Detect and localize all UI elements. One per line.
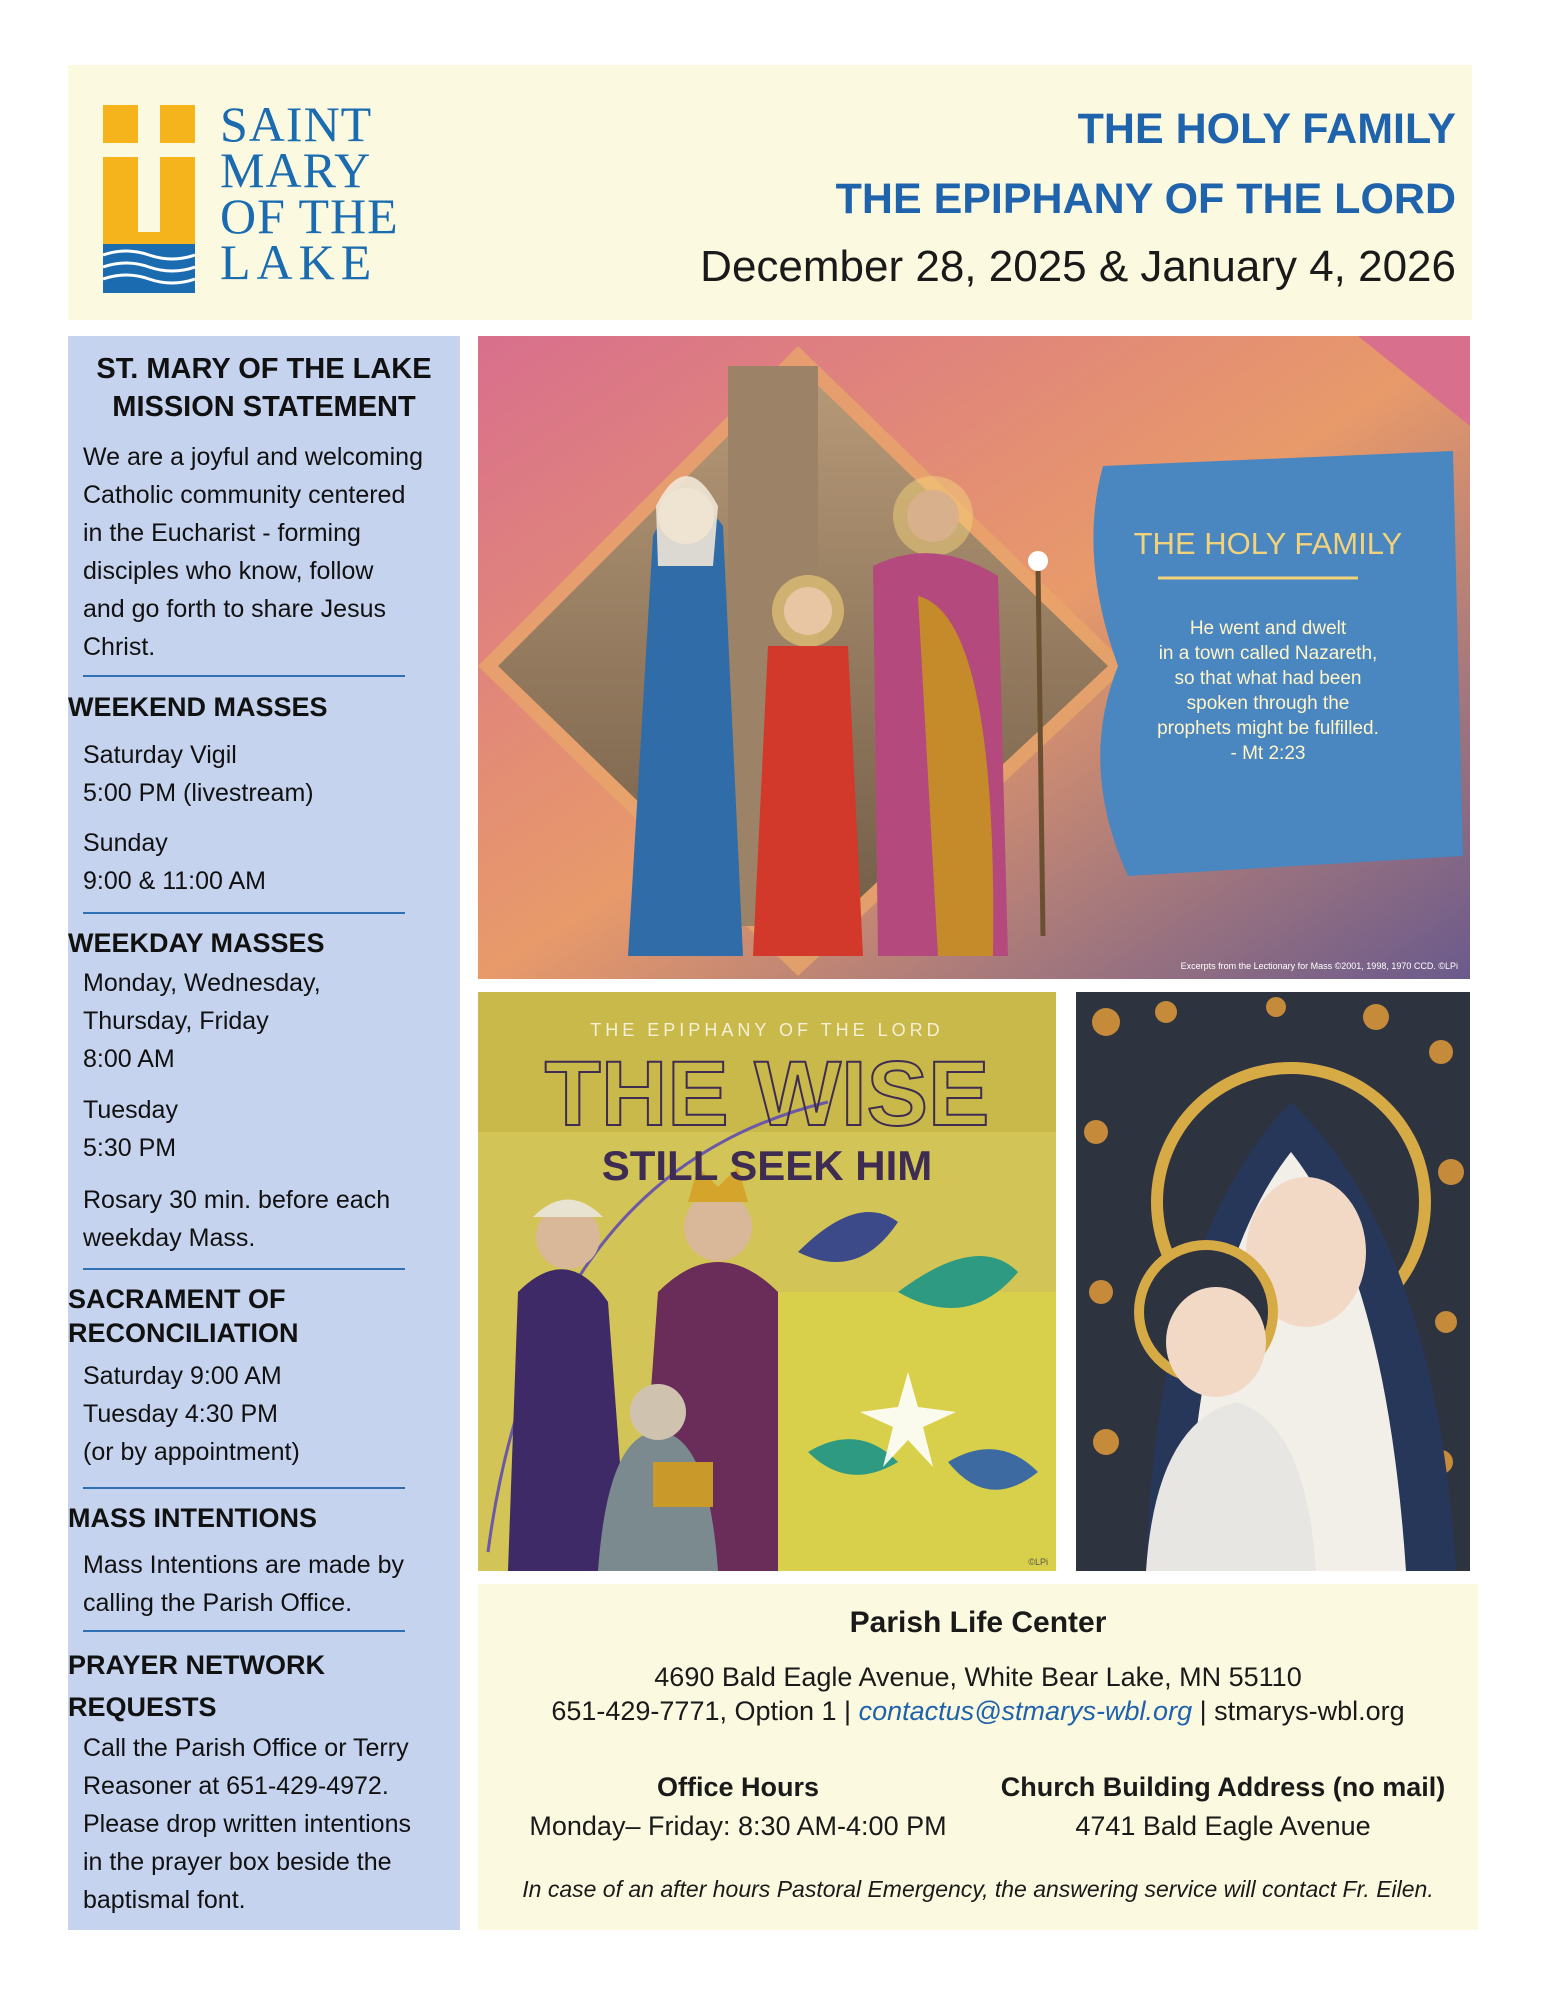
text-line: 8:00 AM: [83, 1045, 175, 1073]
holy-family-image: [478, 336, 1470, 979]
text-line: Rosary 30 min. before each: [83, 1186, 391, 1214]
reconciliation-times: [83, 1357, 300, 1471]
text-line: in the prayer box beside the: [83, 1848, 392, 1876]
weekend-masses-heading: WEEKEND MASSES: [68, 692, 328, 722]
heading-line: SACRAMENT OF: [68, 1284, 286, 1314]
parish-center-title: Parish Life Center: [849, 1606, 1107, 1639]
epiphany-headline: THE WISE: [544, 1043, 990, 1145]
mass-intentions-heading: MASS INTENTIONS: [68, 1503, 318, 1533]
text-line: calling the Parish Office.: [83, 1589, 353, 1617]
parish-center-contact: [478, 1696, 1478, 1727]
text-line: weekday Mass.: [83, 1224, 256, 1252]
text-line: Please drop written intentions: [83, 1810, 411, 1838]
holy-family-quote: [1108, 616, 1428, 766]
madonna-artwork: [1076, 992, 1470, 1571]
parish-center-address: 4690 Bald Eagle Avenue, White Bear Lake, MN 55110: [654, 1662, 1302, 1692]
quote-line: spoken through the: [1186, 693, 1350, 714]
separator: |: [1192, 1696, 1215, 1726]
text-line: Saturday 9:00 AM: [83, 1362, 282, 1390]
text-line: 5:30 PM: [83, 1134, 177, 1162]
quote-line: so that what had been: [1174, 668, 1362, 689]
heading-line: REQUESTS: [68, 1692, 217, 1722]
text-line: Saturday Vigil: [83, 741, 237, 769]
email-link[interactable]: contactus@stmarys-wbl.org: [858, 1696, 1193, 1726]
mission-line: in the Eucharist - forming: [83, 519, 361, 547]
sidebar: [68, 336, 460, 1930]
weekday-mwthf: [83, 964, 321, 1078]
title-holy-family: THE HOLY FAMILY: [1077, 105, 1456, 153]
text-line: Sunday: [83, 829, 168, 857]
office-hours-text: Monday– Friday: 8:30 AM-4:00 PM: [529, 1811, 947, 1841]
weekday-masses-heading: WEEKDAY MASSES: [68, 928, 325, 958]
epiphany-subhead: STILL SEEK HIM: [601, 1142, 933, 1189]
divider: [83, 1268, 405, 1270]
divider: [83, 675, 405, 677]
divider: [83, 1630, 405, 1632]
weekend-sunday: [83, 824, 266, 900]
text-line: baptismal font.: [83, 1886, 246, 1914]
bulletin-dates: December 28, 2025 & January 4, 2026: [700, 242, 1456, 291]
church-address-block: [978, 1772, 1468, 1842]
church-address-heading: Church Building Address (no mail): [1000, 1772, 1446, 1802]
mission-line: We are a joyful and welcoming: [83, 443, 423, 471]
mission-line: disciples who know, follow: [83, 557, 374, 585]
text-line: Call the Parish Office or Terry: [83, 1734, 409, 1762]
mission-statement: [83, 438, 458, 666]
parish-life-center-box: [478, 1584, 1478, 1930]
prayer-network-heading: [68, 1644, 325, 1728]
text-line: Tuesday 4:30 PM: [83, 1400, 279, 1428]
holy-family-credit: Excerpts from the Lectionary for Mass ©2001, 1998, 1970 CCD. ©LPi: [1180, 961, 1458, 971]
logo-line: LAKE: [220, 234, 378, 290]
quote-line: He went and dwelt: [1189, 618, 1347, 639]
text-line: Mass Intentions are made by: [83, 1551, 404, 1579]
mission-line: and go forth to share Jesus: [83, 595, 386, 623]
text-line: 9:00 & 11:00 AM: [83, 867, 266, 895]
title-epiphany: THE EPIPHANY OF THE LORD: [835, 175, 1456, 223]
text-line: Tuesday: [83, 1096, 178, 1124]
text-line: Thursday, Friday: [83, 1007, 269, 1035]
office-hours-heading: Office Hours: [656, 1772, 820, 1802]
separator: |: [836, 1696, 859, 1726]
prayer-network-text: [83, 1729, 411, 1919]
quote-line: in a town called Nazareth,: [1158, 643, 1378, 664]
madonna-and-child-image: [1076, 992, 1470, 1571]
heading-line: RECONCILIATION: [68, 1318, 299, 1348]
heading-line: PRAYER NETWORK: [68, 1650, 326, 1680]
parish-phone: 651-429-7771, Option 1: [551, 1696, 837, 1726]
epiphany-image: [478, 992, 1056, 1571]
mission-line: Christ.: [83, 633, 156, 661]
emergency-note: In case of an after hours Pastoral Emergency, the answering service will contact Fr. Eilen.: [522, 1876, 1434, 1902]
rosary-note: [83, 1181, 390, 1257]
parish-cross-logo-icon: [103, 105, 195, 293]
epiphany-kicker: THE EPIPHANY OF THE LORD: [590, 1020, 944, 1040]
logo-line: SAINT: [220, 96, 373, 152]
office-hours-block: [498, 1772, 978, 1842]
text-line: (or by appointment): [83, 1438, 300, 1466]
text-line: 5:00 PM (livestream): [83, 779, 314, 807]
epiphany-credit: ©LPi: [1028, 1557, 1048, 1567]
mission-heading: [68, 350, 460, 426]
header-banner: [68, 65, 1472, 320]
divider: [83, 1487, 405, 1489]
mission-heading-line: ST. MARY OF THE LAKE: [96, 353, 432, 385]
mission-heading-line: MISSION STATEMENT: [112, 391, 416, 423]
weekend-saturday: [83, 736, 314, 812]
quote-line: prophets might be fulfilled.: [1157, 718, 1379, 739]
website-link[interactable]: stmarys-wbl.org: [1214, 1696, 1405, 1726]
text-line: Reasoner at 651-429-4972.: [83, 1772, 389, 1800]
mass-intentions-text: [83, 1546, 404, 1622]
logo-wordmark: [220, 96, 420, 290]
holy-family-art-title: THE HOLY FAMILY: [1133, 526, 1403, 561]
divider: [83, 912, 405, 914]
logo-line: OF THE: [220, 188, 399, 244]
church-address-text: 4741 Bald Eagle Avenue: [1075, 1811, 1371, 1841]
mission-line: Catholic community centered: [83, 481, 406, 509]
logo-line: MARY: [220, 142, 372, 198]
quote-line: - Mt 2:23: [1230, 743, 1306, 764]
text-line: Monday, Wednesday,: [83, 969, 321, 997]
reconciliation-heading: [68, 1282, 299, 1350]
weekday-tuesday: [83, 1091, 178, 1167]
